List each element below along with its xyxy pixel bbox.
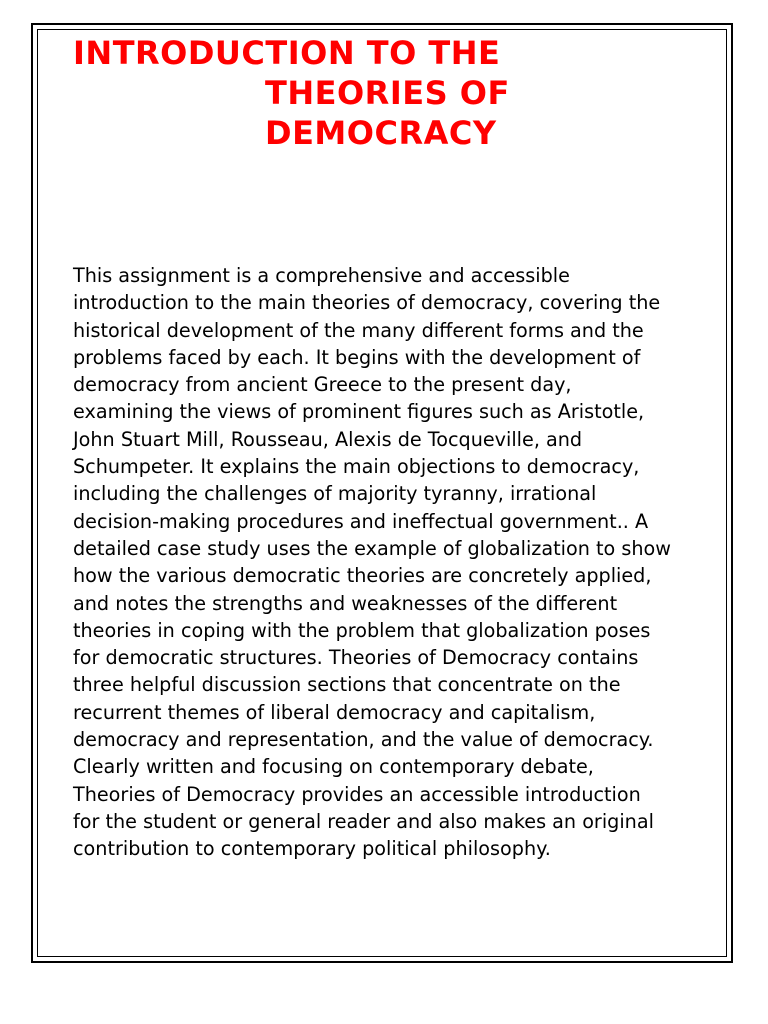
body-line: decision-making procedures and ineffectual government.. A [73,509,649,533]
body-line: democracy and representation, and the value of democracy. [73,728,654,752]
body-paragraph [73,262,723,863]
body-line: This assignment is a comprehensive and accessible [73,264,570,287]
title-line-3: DEMOCRACY [265,114,497,152]
body-line: and notes the strengths and weaknesses of the different [73,591,618,615]
title-line-1: INTRODUCTION TO THE [73,34,501,72]
body-line: introduction to the main theories of democracy, covering the [73,291,661,315]
body-line: Schumpeter. It explains the main objections to democracy, [73,455,640,479]
body-line: problems faced by each. It begins with the development of [73,345,641,369]
body-line: theories in coping with the problem that globalization poses [73,618,651,642]
body-line: detailed case study uses the example of globalization to show [73,536,671,560]
body-line: three helpful discussion sections that concentrate on the [73,673,621,697]
document-title [73,33,693,153]
body-line: for democratic structures. Theories of Democracy contains [73,646,639,670]
body-line: how the various democratic theories are concretely applied, [73,564,652,588]
body-line: Clearly written and focusing on contemporary debate, [73,755,594,779]
body-line: recurrent themes of liberal democracy and capitalism, [73,700,596,724]
title-line-2: THEORIES OF [265,74,510,112]
body-line: John Stuart Mill, Rousseau, Alexis de Tocqueville, and [73,427,583,451]
body-line: examining the views of prominent figures such as Aristotle, [73,400,645,424]
body-line: historical development of the many different forms and the [73,318,644,342]
body-line: for the student or general reader and also makes an original [73,809,654,833]
body-line: democracy from ancient Greece to the present day, [73,373,572,397]
body-line: Theories of Democracy provides an accessible introduction [73,782,641,806]
body-line: including the challenges of majority tyranny, irrational [73,482,597,506]
body-line: contribution to contemporary political philosophy. [73,837,551,861]
